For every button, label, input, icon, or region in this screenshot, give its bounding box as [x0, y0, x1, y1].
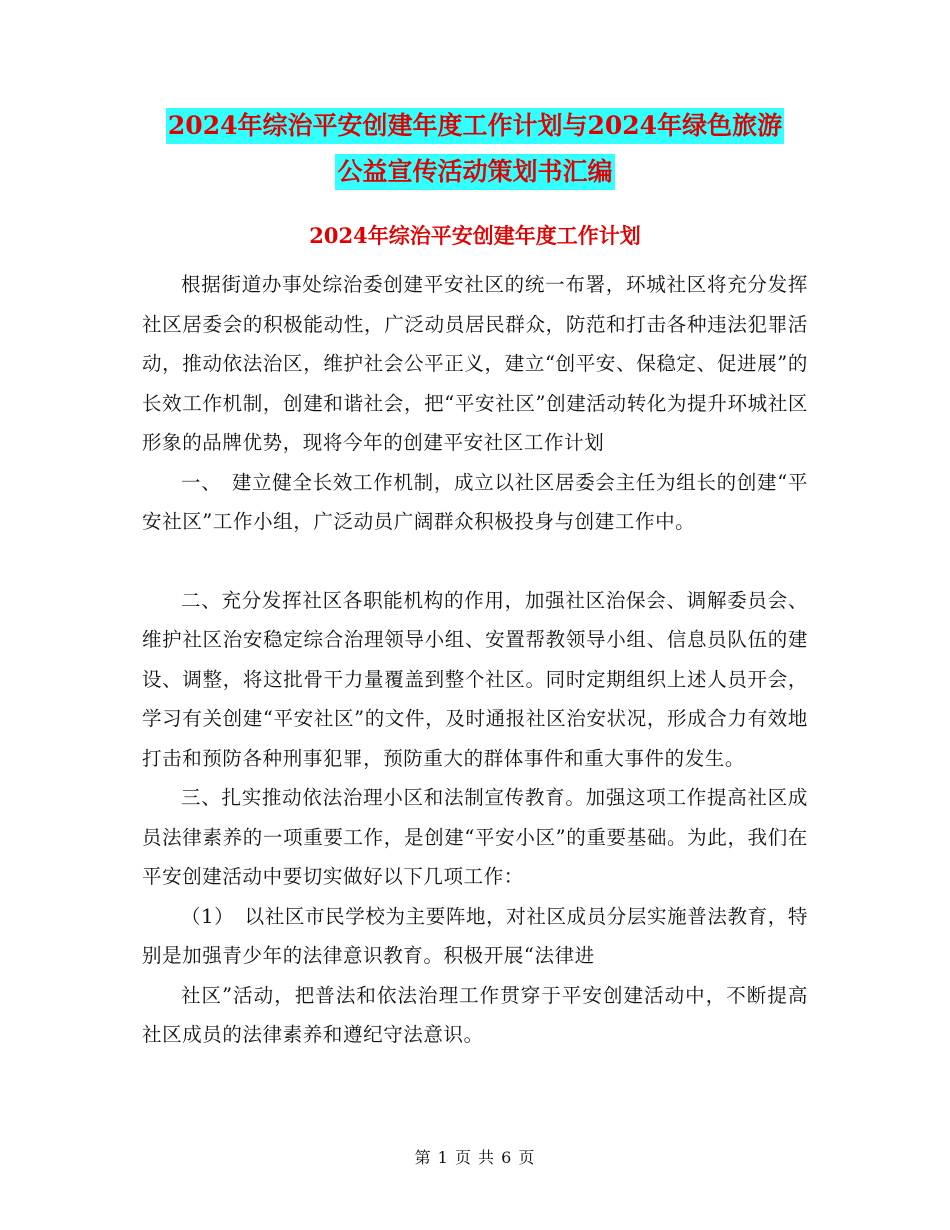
- title-line-2: 公益宣传活动策划书汇编: [335, 154, 614, 190]
- paragraph-intro: 根据街道办事处综治委创建平安社区的统一布署，环城社区将充分发挥社区居委会的积极能动性，广泛动员居民群众，防范和打击各种违法犯罪活动，推动依法治区，维护社会公平正义，建立“创平安、保稳定、促进展”的长效工作机制，创建和谐社会，把“平安社区”创建活动转化为提升环城社区形象的品牌优势，现将今年的创建平安社区工作计划: [142, 273, 808, 454]
- section-title: 2024年综治平安创建年度工作计划: [309, 223, 641, 248]
- paragraph-item-3: 三、扎实推动依法治理小区和法制宣传教育。加强这项工作提高社区成员法律素养的一项重要工作，是创建“平安小区”的重要基础。为此，我们在平安创建活动中要切实做好以下几项工作：: [142, 786, 808, 888]
- paragraph-subitem-1: （1） 以社区市民学校为主要阵地，对社区成员分层实施普法教育，特别是加强青少年的法律意识教育。积极开展“法律进: [142, 904, 808, 967]
- paragraph-item-2: 二、充分发挥社区各职能机构的作用，加强社区治保会、调解委员会、维护社区治安稳定综合治理领导小组、安置帮教领导小组、信息员队伍的建设、调整，将这批骨干力量覆盖到整个社区。同时定期组织上述人员开会，学习有关创建“平安社区”的文件，及时通报社区治安状况，形成合力有效地打击和预防各种刑事犯罪，预防重大的群体事件和重大事件的发生。: [142, 588, 808, 770]
- paragraph-item-1: 一、 建立健全长效工作机制，成立以社区居委会主任为组长的创建“平安社区”工作小组，广泛动员广阔群众积极投身与创建工作中。: [142, 470, 808, 533]
- page-footer: 第 1 页 共 6 页: [414, 1148, 536, 1167]
- title-line-1: 2024年综治平安创建年度工作计划与2024年绿色旅游: [166, 108, 784, 144]
- document-body: [142, 265, 808, 1055]
- document-title: [0, 108, 950, 200]
- paragraph-subitem-1-continued: 社区”活动，把普法和依法治理工作贯穿于平安创建活动中，不断提高社区成员的法律素养和遵纪守法意识。: [142, 983, 808, 1046]
